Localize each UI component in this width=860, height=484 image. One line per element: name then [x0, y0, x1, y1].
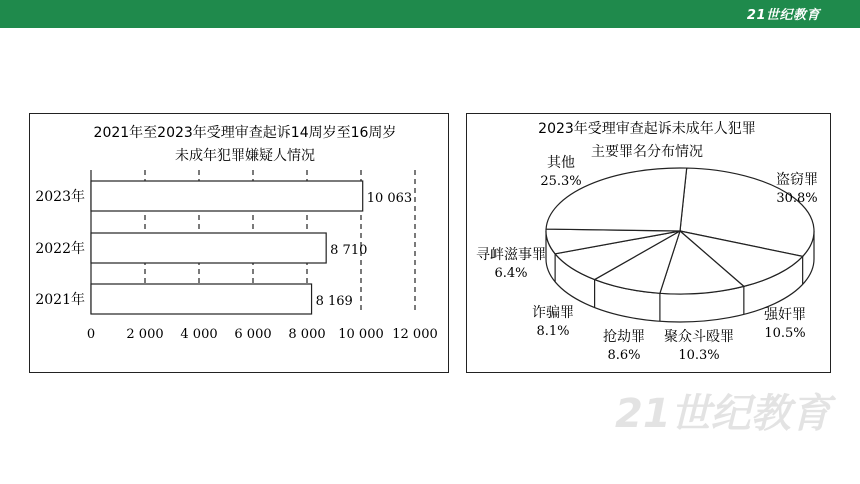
category-label: 2022年 [35, 241, 85, 257]
slice-percent-label: 30.8% [776, 191, 818, 206]
slice-percent-label: 10.5% [764, 326, 806, 341]
data-label: 10 063 [366, 191, 413, 206]
pie-chart-title-line1: 2023年受理审查起诉未成年人犯罪 [538, 121, 756, 137]
bar-chart [30, 114, 448, 372]
slice-label: 强奸罪 [764, 307, 806, 323]
bar [91, 181, 363, 211]
slice-label: 诈骗罪 [532, 305, 574, 321]
slice-label: 其他 [547, 155, 575, 171]
category-label: 2023年 [35, 189, 85, 205]
slice-label: 抢劫罪 [603, 329, 645, 345]
slice-percent-label: 6.4% [494, 266, 528, 281]
slice-label: 盗窃罪 [776, 172, 818, 188]
x-tick-label: 2 000 [126, 327, 164, 342]
x-tick-label: 0 [86, 327, 96, 342]
bar [91, 233, 326, 263]
category-label: 2021年 [35, 292, 85, 308]
slice-percent-label: 10.3% [678, 348, 720, 363]
bar-chart-title-line2: 未成年犯罪嫌疑人情况 [175, 148, 315, 164]
site-logo: 21世纪教育 [746, 8, 820, 23]
data-label: 8 169 [315, 294, 353, 309]
pie-chart-title-line2: 主要罪名分布情况 [591, 144, 703, 160]
bar-chart-panel [29, 113, 449, 373]
x-tick-label: 6 000 [234, 327, 272, 342]
bar [91, 284, 312, 314]
x-tick-label: 10 000 [338, 327, 384, 342]
slice-percent-label: 8.6% [607, 348, 641, 363]
x-tick-label: 4 000 [180, 327, 218, 342]
pie-chart-panel [466, 113, 831, 373]
data-label: 8 710 [330, 243, 368, 258]
bar-chart-title-line1: 2021年至2023年受理审查起诉14周岁至16周岁 [93, 125, 397, 141]
x-tick-label: 8 000 [288, 327, 326, 342]
slice-percent-label: 25.3% [540, 174, 582, 189]
slice-percent-label: 8.1% [536, 324, 570, 339]
slice-label: 聚众斗殴罪 [664, 329, 734, 345]
watermark: 21世纪教育 [615, 391, 831, 437]
top-banner [0, 0, 860, 28]
pie-chart [467, 114, 830, 372]
x-tick-label: 12 000 [392, 327, 438, 342]
slice-label: 寻衅滋事罪 [476, 247, 546, 263]
